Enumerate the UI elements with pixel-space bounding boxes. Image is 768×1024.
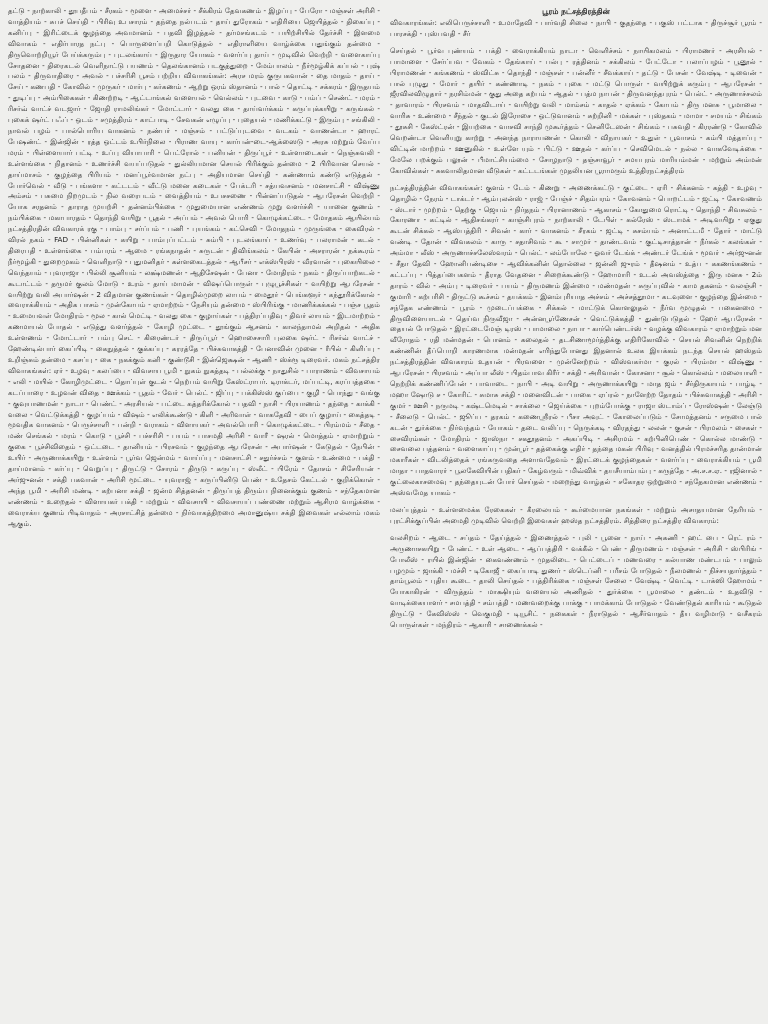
right-paragraph-5: வலசிறம் - ஆடை - சப்தம் - தேய்த்தல் - இணைத்தல் - புலி - பூனை - நாய் - அகணி - ஹட் பை - ரெட் ரம் - அருணாசகயிறு - பேண்ட் - உள் ஆடை - ஆப்பத்திரி - வக்கீல் - பெண் - திருமணம் - மஞ்சள் - அரிசி - ஸ்பிரிங் - போலீஸ் - ரயில் இன்ஜின் - கைவண்ணம் - முதலிடை - பெட்டைப் - மணவரை - கல்யாண மண்டபம் - பாலும் பழமும் - ஜாக்கி - மச்சி - டிகோஜீ - கைப்பாடி துணர் - ஸ்டெப்னி - பரீசம் போடுதல் - நீலமணல் - நிச்சயதார்த்தம் - தாம்பூலம் - புதிய கூடை - தாலி செய்தல் - பத்திரிக்கை - மஞ்சள் சேலை - வேஷ்டி - வெட்டி - டாக்ஸி ஹோமம் - யோகாகிரன் - விருத்தம் - மாக்ஷியும் வளையல் அணிதல் - துர்க்கை - பூமாலை - தண்டம் - உதவிடு - வாடிக்கையாளர் - சமபத்தி - சம்பத்தி - மணவறைக்கு பாக்கு - பாமக்காம் போடுதல் - வேண்டுதல் காரியம் - கூடுதல் திருட்டு - கேவிஸ்ஸ் - வெகுமதி - டியூசிட் - நகைகள் - நீராடுதல் - ஆசீர்வாதம் - தீய வழிமாடு - வசீகரம் பொருள்கள் - மந்திரம் - ஆகாரி - சாணைக்கல் - [390,532,762,630]
right-paragraph-4: மலப்புத்தம் - உள்ளமைக்க ரேகைகள் - கீரலையம் - கூர்மையான நகங்கள் - மற்றும் அசாதயமான நேரியம் - புரட்சிக்குப்பின் அமைதி முடிவில் வெற்றி இவைகள் ஹஸ்த நட்சத்திரம். சித்திரை நட்சத்திர விவகாரம்: [390,504,762,525]
right-paragraph-1: விவகாரங்கள்: எலிபெருச்சாளி - உமாதேவி - பார்வதி சிலை - நாபி - குதந்தை - பகுஸ் பட்டாக - திருச்சூர் பூரம் - பாரசக்தி - புஸ்பவதி - சீர் [390,18,762,38]
right-paragraph-3: நட்சத்திரத்தின் விவாகங்கள்: குளம் - டேம் - கிணறு - அணைக்கட்டு - குட்டை - ஏரி - சிக்கனம் - கத்தி - உழவு - தொழில் - நேரம் - டாக்டர் - ஆம்புலன்ஸ் - ராஜ் - பேஞ்ச் - சிதம்பரம் - கோவனம் - பொறட்டம் - ஜட்டி - கோவணம் - ஸ்டார் - முற்றம் - தெற்கு - ஜெயம் - நிர்தநம் - பிரானாணம் - ஆகாசம் - கோதுமை ரொட்டி - தொந்தி - சிவசுலம் - கோரணா - கட்டில் - ஆதிசங்கரர் - காஞ்சிபுரம் - நாற்காலி - டேபிள் - கல்ரேஸ் - ஸ்டாமக் - அடிவயிறு - ஏகுது கூடன் சிக்கல் - ஆஸ்பத்திரி - சிவன் - கார் - வாகனம் - சீரகம் - ஜட்டி - சுசம்யம் - அனாட்டமீ - தோர் - மாட்டு வண்டி - தோன் - விவகலம் - காரு - சதாசிவம் - கூ - சாமுர் - தாண்டவம் - குட்டிசாத்தான் - நீர்கல் - கலங்கள் - அம்மா - லீஸ் - அருணாச்சலேஸ்வரம் - பெல்ட் - லம்போலே - ஓவர் டேங்க் - அண்டர் டேங்க் - மூவர் - அர்ஜுனன் - சீதா தேவி - ஹோனிபண்டிசை - ஆவிக்கனின் தொல்லை - ஜன்னி ஜுரம் - தீஷனம் - உத்ப - ககணங்கணம் - கட்டப்பு - பித்தப்பைகளம் - தீராத வேதனை - சிறைக்கூண்டு - ஹோமாரி - உடல் அவஸ்த்தை - இரு மனசு - 2ம் தாரம் - வில் - அம்பு - டிரைவர் - பயம் - திருமணம் இன்மை - மண்மதன் - சுருப்புவில் - காம தகனம் - வலஞ்சி - குமாரி - கற்பரிசி - திருட்டு கூச்சம் - தயக்கம் - இனம்புரியாத அச்சம் - அச்சத்தூமா - கடவுளை - குழந்தை இன்மை - சந்தேக எண்ணம் - பூரம் - முடைப்பக்கை - சிக்கல் - மாட்டுக் கொளலுதல் - நீர்வ மூழுதல் - பகைனமை - திருவிளையாடல் - தெய்வ நிருவீஜா - அன்னபூர்ணேசன் - வெட்டுக்கத்தி - துண்டுபடுதல் - ஹேர் ஆபரேசன் - தையல் போடுதல் - இரட்டைமேஞ் டிரஸ் - பாமாலை - நாபா - கார்பெண்டர்ஸ் - வழக்கு விவகாரம் - ஏமாற்றும் மன வீரோதம் - ரதி மன்மதன் - பொனம் - கலைதல் - தடசிணாமூர்த்திக்கு எதிரிகோவில் - செயல் சிவனின் நெற்றிக் கண்ணின் தீப்பொறி காரணமாக மன்மதன் எரிந்துபோனது இதனால் உலக இயக்கம் நடந்த செயல் ஹஸ்தம் நட்சத்திரத்தின் விவகாரம் உதயன் - பிரவளை - முன்னேற்றம் - விஸ்வகர்மா - குரல் - பிரம்மா - விஷ்ணு - ஆபரேசன் - பிரசவம் - அப்பா லீஸ் - பிதம்பாவ கிரீர் - சக்தி - அரிவான் - கோசனா - சூல் - கொல்லம் - மலையாளி - நெற்றிக் கண்ணிப்பேன் - பாவாடை - நாபி - அடி வயிறு - அருணாக்கயிறு - மாத ஜம் - சீர்திருகாயம் - பாழ்டி - மஹா ஷோடு ச - கோரிட் - சுமாசு சக்தி - மனைவிடன் - பாகை - ஏப்ரல் - நாளேற்ற தோதம் - பிச்சுவாகத்தி - அரிசி - குமர் - ஊசி - நருமடி - கஷ்டமெடில் - சாக்லை - ஜெய்க்கை - புறம்போக்கு - ராஜா ஸ்டாம்ப் - ரோஸ்ஷன் - லேஞ்டு - சீலைடு - பெல்ட் - ஜூப்ப - தரகம் - கணைஸ்ரீரல் - பீசா அவுட் - கோலைப்படும் - சோமத்தனம் - சருமை பால் கடன் - துர்க்கை - நிர்வந்தம் - யோகம் - தடை வலிப்பு - நெருக்கடி - விரதந்து - லலன் - குசன் - பிரமலம் - சைகள் - சைவிரம்கள் - மோதிரம் - ஜாஸ்நா - சகதூதனம் - அகப்பிடி - அசிரமம் - கற்பினிபெண் - கொல்ல மாண்டு - சைவலை பத்தனம் - வளைகாப்பு - முன்பூர் - தத்கைக்கு எதிர் - தந்தை மகன் பிரிவு - வனத்தில் பிரமச்சரித தான்மான் மகாரீகள் - விடலித்தைக் - ரங்கருவதை அளாவதேவம் - இரட்டைக் குழந்தைகள் - வளர்ப்பு - வைராக்கியம் - பூமி மாதா - பாதவாரர் - பூலகேவியின் பதிகர் - கேழ்வரும் - மிவ்விக் - தயசீயாம்பம்பு - கருத்தே - அ.ச.ச.ஏ. - ரஜினால் - குட்லைகாசமைவு - தந்தையுடன் போர் செய்தல் - மறைந்து வாழ்தல் - சகோதர ஒற்றுமை - சந்தேகமான எண்ணம் - அஸ்வமேத யாகம் - [390,182,762,498]
right-column [390,6,762,1024]
right-paragraph-2: செய்தல் - பூர்வ புண்யம் - பக்தி - வைராக்கியம் நாடா - வெளிச்சம் - நாயிகமலம் - பிராமணர் - அரசியல் - பாமாளை - சேர்ப்பவ - வேகம் - தேங்காய் - பல்பு - ரத்தினம் - சக்கிலம் - பேட்டோ - பலாப்பழம் - பூனூல் - பிராமணன் - கங்கணம் - ஸ்விட்சு - தொந்தி - மஞ்சள் - பன்னீர் - சீவக்காய் - தட்டு - பேசன் - வேஷ்டி - டிவைன் - பால் புழுது - மோர் - தயிர் - கண்ணாடி - நகம் - புகை - மட்டு பொருள் - வயிற்றுக் கரும்பு - ஆபரேசன் - ஜீரவிலவிழுதார் - நரசிம்மன் - குது அதை கற்பம் - ஆதல் - பத்ம நாபன் - திருவனந்தபுரம் - பெல்ட் - அருணாச்சலம் - தாவாரம் - பிரசவம் - மாதவிடாய் - வயிற்று வலி - மாம்சம் - காதல் - ஏக்கம் - கோபம் - திரு மனசு - பூமாலை - வாரிசு - உண்மை - சீந்தல் - குடல் இரோசை - ஒட்டுவானம் - சுற்றினி - மக்கள் - புஸ்தகம் - மாமா - சமயம் - சிங்கம் - தூசுசி - கேஸ்ட்ரன் - இயற்கை - வாசவி சாந்தி முகூர்த்தம் - செனிடேஸன் - சிங்கம் - பசுவதி - கிரரண்டு - கோவில் வெறண்டா வெளியுறு காற்று - அனந்த நாராயணன் - கொலி - விநாயகர் - உதுள் - பூவாசம் - கம்பி மத்தாப்பு - விட்டின் மாற்றம் - ஊனுகில் - உள்ளே யும் - பிட்டு - ஊதல் - கர்ப்ப - செவிமெடல் - நல்ல - வாகவேடிக்கை - மேலே பறக்கும் பலூன் - பீமாட்சியம்மை - சோழநாடு - தஞ்சாவூர் - சமயபுரம் மாரியம்மன் - மற்றும் அம்மன் கோவில்கள் - சுகவாலிதமான வீடுகள் - கட்டடங்கள் முதலியன பூராமரும் உத்திரநட்சத்திரம் [390,45,762,175]
left-paragraph-1: தட்டு - நாற்காலி - தூபதீபம் - சீரகம் - மூளை - அமைச்சர் - சீக்கிரம் தேவகணம் - இழப்பு - பேரோ - மஞ்சள் அரிசி - வாத்தியம் - சுபச் செய்தி - பிரிவு உபசாரம் - தந்தை நல்படம் - தாய் துரோகம் - எதிரியை ஜெயித்தல் - திகைப்பு - கனிப்பு - இரிட்டைக் குழந்தை அவமானம் - பதவி இழத்தல் - தர்மசங்கடம் - பயிற்சியில் தேர்ச்சி - இளமை விவாகம் - எதிர்பாரத நட்பு - பொருளைப்பறி கொடுத்தல் - எதிராளியை வாழ்க்கை பதுங்கும் தன்மை - திருவொற்றியூர் பேய்க்கரும்பு - புடலங்காய் - இருதார யோகம் - வளர்ப்பு தாய் - முடிவில் வெற்றி - வளைகாப்பு சோதனை - திரைகடல் வெளிநாட்டு பயணம் - தெலங்கானம் படகுத்துறை - மேம்பாலம் - நீர்மூழ்கிக் கப்பல் - புஷ் பலம் - திருவாதிரை - அவல் - பச்சரிசி பூசம் பற்றிய விவாகங்கள்: அரச மரம் குருபகவான் - தை மாதம் - தாய் - சேய் - கணபதி - கோவில் - முருகர் - மார்பு - கர்கணம் - ஆற்று ஒரம் ஸ்தானம் - பால் - தொட்டி - சக்கரம் - இருதயம் - துடிப்பு - அம்பிகைகள் - கிணற்றடி - ஆட்டாங்கல் வளையல் - வெல்லம் - புடவை - காடு - பம்ப் - செண்ட் - மரம் - ரிசர்வ் வாட்ச் வடஜார் - ஜோதி ராமலிங்கர் - மோட்டார் - வலது கை - தாய்வர்க்கம் - கருப்புக்கயிறு - கருங்கல் - புகைக் ஷர்ட் பஃப் - ஒடம் - சமுத்திரம் - காட்பாடி - சேவகன் எழுப்பு - புதையல் - மணிக்கட்டு - இரும்பு - சங்கிலி - நாவல் பழம் - பால்பொரிய வாகனம் - நண்பர் - மஞ்சம் - பட்டுப்புடவை - வடகம் - வாணன்டா - ஹாரட் பேஷண்ட் - இன்ஜின் - ரத்த ஒட்டம் உபிர்நிலை - பிராண வாயு - கார்பன்-டை-ஆக்ஸைடு - அரசு மற்றும் வேப்ப மரம் - பிள்ளையார் பட்டி - உப்பு வியாபாரி - பெட்ரோல் - பனியன் - திருப்பூர் - உள்ளாடைகள் - நெஞ்சுவலி - உள்ளங்கை - நிதானம் - உணர்ச்சி வயப்படுதல் - துல்லியமான செயல் பிரிக்கும் தன்மை - 2 பிரிவான செயல் - தாய்மாசம் - குழந்தை பிரியம் - மனப்பூர்வமான நட்பு - அதியமான செய்தி - கண்ணாம் கண்டு எடுத்தல் - போர்வெல் - வீடு - பங்களா - கட்டடம் - வீட்டு மனை கடைகள் - பேக்டரி - சத்யவசனம் - மனசாட்சி - விஷ்ணு அம்சம் - பசுமை நிறமுடம் - நில வரைபடம் - வைத்தியம் - உபசசணை - பின்னப்படுதல் - ஆபரேசன் வெற்றி - யோக சரதனம் - தாராத முயற்சி - தன்னம்பிக்கை - முதுமையான எண்ணம் முறு வளர்ச்சி - யானை குணம் - நம்பிக்கை - மகாபாரதம் - தொந்தி வயிறு - பூதல் - அப்பம் - அவல் பொரி - கொழுக்கட்டை - மோதகம் ஆயில்யம் நட்சத்திரதின் விவகாரக் ரகு - பாம்பு - சர்ப்பம் - பணி - புயங்கம் - கட்செவி - மோதநம் - முருங்கை - கைவிரல் - விரல் நகம் - FAD - பின்னிகள் - கயிறு - பாம்புப்பட்டம் - சும்பி - புடலங்காய் - உணர்வு - பலராமன் - கடல் - திரைபதி - உள்ளங்கை - பம்பரம் - ஆமை - ரங்கநாதன் - சுருடன் - திவிங்கலம் - கேபின் - அசராரன் - நக்கூரம் - நீர்மூழ்கி - துறைமுகம் - வெளிநாடு - புதுமனிதர் - கள்ளகைடத்தல் - ஆபீசர் - எக்ஸ்பிரஸ் - வீரவான் - புகையிலை - வெந்தயம் - புவராஜா - பில்லி சூனியம் - லக்ஷ்மணன் - ஆதிசேஷன் - பேனா - மோதிரம் - நகம் - திருப்பாற்கடல் - கூடாட்டம் - தருமர் குலம் மோடு - உரம் - தாய் மாமன் - விஷப்பொருள் - புழுபூச்சிகள் - வயிற்று ஆபரேசன் - வயிற்று வலி அபார்ஷன் - 2 விதமான குணங்கள் - தொழில்முறை லாபம் - மைதூர் - பெங்களூர் - கந்தூரிக்கோல் - வைராக்கியம் - அதிக பாசம் - முன்கோபம் - ஏமாற்றம் - நேசியும் தன்மை - ஸ்பிரிங்கு - மாணிக்கக்கல் - பஞ்ச பூதம் - உமையவள் மோதிரம் - மூல - கால் மெட்டி - வலது கை - குழாய்கள் - பத்திரப்பதிவு - திவர் லாயம் - இடமாற்றம் - கணமாயல் போதல் - எடுத்து வளர்த்தல் - கோழி முட்டை - தூங்கும் ஆசனம் - காலந்தாமல் அறிதல் - அதிக உள்ளணம் - மோட்டார் - பம்பு செட் - கிரைண்டர் - திருப்பூர் - ஹொசைசாரி புலகை ஷர்ட் - ரிசர்வ் வாட்ச் - ஹேண்டில்பார் கைப்பிடி - கைநுத்தல் - குக்கப்பு - கரரத்தே - பிச்சுவாகத்தி - பேனாவின் முனை - ரீபில் - கிளிப்பு - உறிஞ்சும் தன்மை - கசப்பு - கை - நகக்கும் கனி - குண்டூசி - இன்ஜெக்ஷன் - ஆணி - ஸ்க்ரூ டிரைவர். மகம் நட்சத்திர விவாகங்கள்: ஏர் - உழவு - கலப்பை - விவசாய பூமி - நுகம் நுகத்தடி - பல்லக்கு - நாதுசில் - பாராணம் - விவசாயம் - எலி - மயில் - கோழிமுட்டை - தொப்புள் குடல் - நெற்பம் வயிறு கேஸ்ட்ராபர். டிராக்டர், மப்பட்டி, கரப்பத்தகை - கடப்பாரை - உழவன் விதை - ஊக்கம் - பூதம் - வேர் - பெல்ட் - ஜிப்பு - பக்கிஸ்ஸ் குப்பை - குழி - பொந்து - வங்கு - குவுயாணமன் - நாடா - பெண்ட் - அரசியல் - பட்டை கத்தரிக்கோல் - பதவி - நாசி - பிரயாணம் - தந்தை - காக்கி - வலை - வெட்டுக்கத்தி - குழப்பம் - விஷம் - எலிக்கூண்டு - கிளி - அரிவாள் - வாகதேவி - பைப் குழாய் - கைத்தடி - மூவதிக வாகனம் - பெருச்சாளி - பன்றி - வராகம் - விளாயகர் - அவல்பொரி - கொழுக்கட்டை - பிரம்மம் - சீதை - மண் செங்கல் - மரம் - கொடு - பூச்சி - பச்சரிசி - பயம் - பாசமதி அரிசி - வாரீ - ஷரல் - மொத்தம் - ஏமாற்றும் - குகை - பூச்சிவிதைம் - ஒட்டடை - தானியம் - பிரசவம் - குழந்தை ஆபரேசன் - அபார்ஷன் - கேடுதல் - நேபின் - உயிர் - அருணாக்கயிறு - உள்ளம் - பூர்வ ஜென்மம் - வாய்ப்பு - மனசாட்சி - சதுர்ச்சம் - குளம் - உண்மை - பக்தி - தாய்மானம் - கர்ப்பு - வெறுப்பு - திருட்டு - சோரம் - திருடு - கருப்பு - ஸ்லீட் - பிரேம் - தோசம் - சிசேரியன் - அர்ஜுனன் - சக்தி பகவான் - அரிசி மூட்டை - யுவராஜ் - கருப்பினிடு பெண் - உதேசம் கேட்டல் - குறிக்கொள் - அந்த பூமி - அரிசி மண்டி - கற்பனா சக்தி - ஜன்ம சித்தனன் - திருப்பத் திரும்ப நினைக்கும் குணம் - சந்தேகமான எண்ணம் - உறைதல் - விளாயகர் பக்தி - மற்றும் - விவசாயி - விவசாயப் பண்ணை மற்றும் ஆசிரம வாழ்க்கை - வைராக்ய குணம் பிடிவாதம் - அரசாட்சித் தன்மை - நிர்வாகத்திறமை அமானுஷ்ய சக்தி இவைகள் எல்லாம் மகம் ஆகும். [8,6,380,528]
left-column [8,6,380,1024]
section-heading: பூரம் நட்சத்திரத்தின் [542,7,610,16]
